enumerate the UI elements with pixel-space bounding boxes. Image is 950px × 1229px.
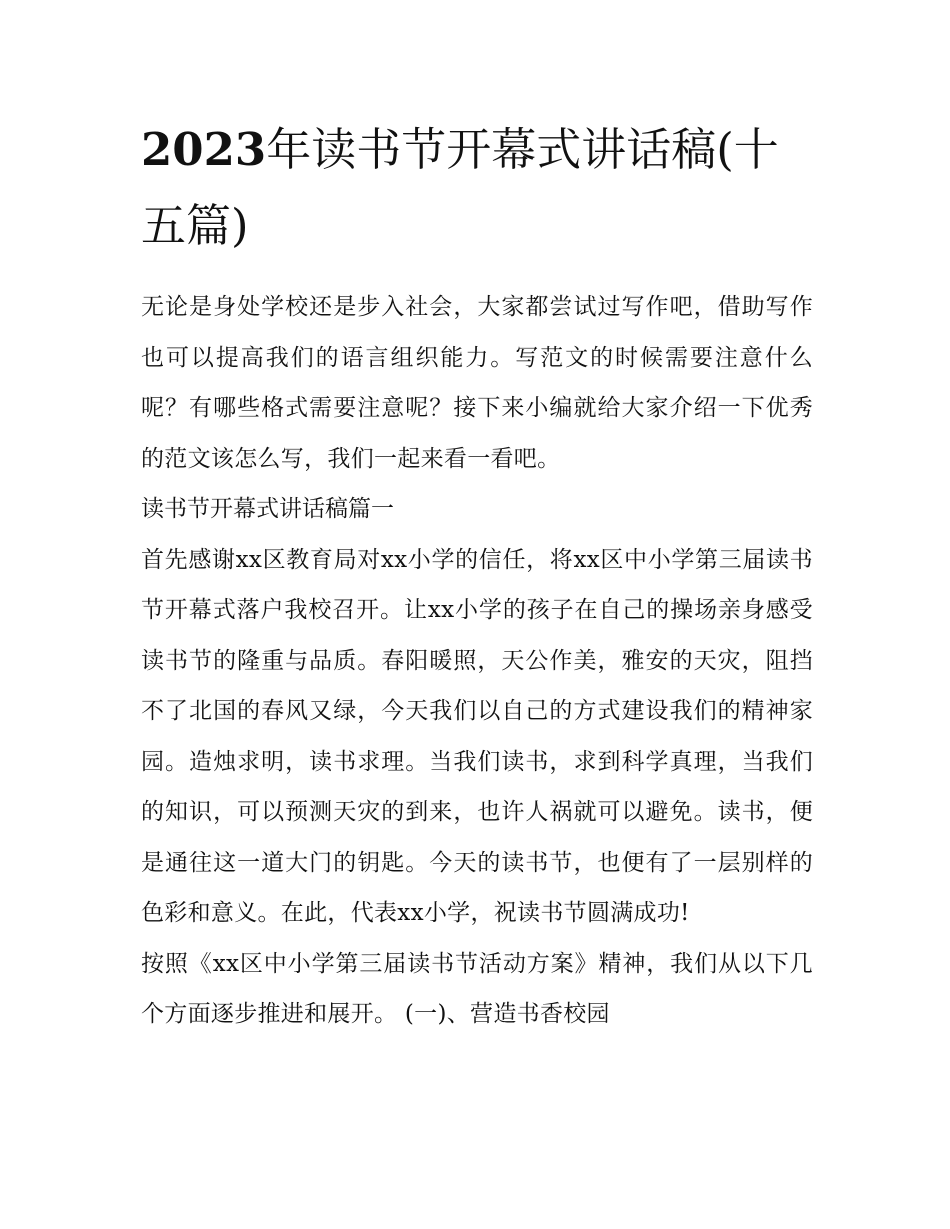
intro-paragraph: 无论是身处学校还是步入社会，大家都尝试过写作吧，借助写作也可以提高我们的语言组织能力。写范文的时候需要注意什么呢？有哪些格式需要注意呢？接下来小编就给大家介绍一下优秀的范文该怎么写，我们一起来看一看吧。 — [141, 294, 813, 472]
title-text: 年读书节开幕式讲话稿(十五篇) — [141, 123, 779, 252]
body-paragraph-1: 首先感谢xx区教育局对xx小学的信任，将xx区中小学第三届读书节开幕式落户我校召开。让xx小学的孩子在自己的操场亲身感受读书节的隆重与品质。春阳暖照，天公作美，雅安的天灾，阻挡不了北国的春风又绿，今天我们以自己的方式建设我们的精神家园。造烛求明，读书求理。当我们读书，求到科学真理，当我们的知识，可以预测天灾的到来，也许人祸就可以避免。读书，便是通往这一道大门的钥匙。今天的读书节，也便有了一层别样的色彩和意义。在此，代表xx小学，祝读书节圆满成功! — [141, 546, 813, 926]
document-page — [141, 112, 813, 1040]
body-paragraph-2: 按照《xx区中小学第三届读书节活动方案》精神，我们从以下几个方面逐步推进和展开。 (一)、营造书香校园 — [141, 950, 813, 1027]
document-title — [141, 112, 813, 264]
title-year: 2023 — [141, 123, 267, 176]
section-heading: 读书节开幕式讲话稿篇一 — [141, 496, 394, 522]
